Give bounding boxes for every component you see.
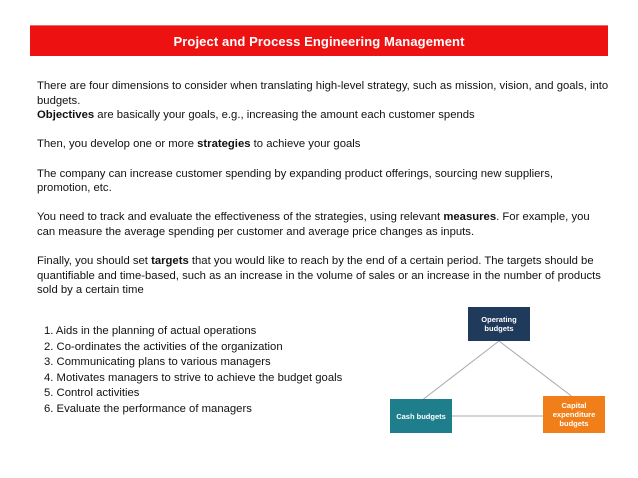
paragraph bbox=[37, 79, 609, 123]
paragraph-text: . For example, you can measure the average spending per customer and average price changes as inputs. bbox=[37, 211, 590, 238]
cash-budgets-box bbox=[390, 399, 452, 433]
paragraph-text: Then, you develop one or more bbox=[37, 138, 198, 151]
list-item: 4. Motivates managers to strive to achieve the budget goals bbox=[44, 371, 343, 384]
paragraph bbox=[37, 167, 609, 196]
paragraph bbox=[37, 137, 609, 152]
bold-term: strategies bbox=[197, 138, 251, 151]
paragraph-text: Finally, you should set bbox=[37, 255, 152, 268]
bold-term: targets bbox=[151, 255, 189, 268]
benefits-list bbox=[44, 324, 342, 417]
capital-expenditure-budgets-label: Capital expenditure budgets bbox=[552, 401, 596, 428]
list-item: 3. Communicating plans to various managers bbox=[44, 356, 271, 368]
paragraph-text: There are four dimensions to consider when translating high-level strategy, such as mission, vision, and goals, into budgets. bbox=[37, 80, 609, 107]
paragraph bbox=[37, 210, 609, 239]
paragraph-text: are basically your goals, e.g., increasing the amount each customer spends bbox=[94, 109, 475, 122]
cash-budgets-label: Cash budgets bbox=[396, 411, 446, 421]
bold-term: measures bbox=[443, 211, 497, 224]
bold-term: Objectives bbox=[37, 109, 95, 122]
capital-expenditure-budgets-box bbox=[543, 396, 605, 433]
paragraph-text: The company can increase customer spending by expanding product offerings, sourcing new suppliers, promotion, etc. bbox=[37, 167, 553, 195]
paragraph-text: that you would like to reach by the end of a certain period. The targets should be quantifiable and time-based, such as an increase in the volume of sales or an increase in the number of products sold by a certain time bbox=[37, 255, 601, 297]
list-item: 5. Control activities bbox=[44, 387, 140, 399]
connector-op-cash bbox=[421, 341, 499, 401]
body-text bbox=[37, 79, 609, 313]
list-item: 6. Evaluate the performance of managers bbox=[44, 402, 252, 415]
list-item: 2. Co-ordinates the activities of the organization bbox=[44, 340, 283, 353]
operating-budgets-box bbox=[468, 307, 530, 341]
paragraph-text: You need to track and evaluate the effectiveness of the strategies, using relevant bbox=[37, 211, 444, 224]
operating-budgets-label: Operating budgets bbox=[481, 315, 517, 333]
list-item: 1. Aids in the planning of actual operations bbox=[44, 325, 257, 337]
page-title: Project and Process Engineering Management bbox=[173, 33, 465, 49]
budget-diagram bbox=[380, 305, 612, 435]
paragraph-text: to achieve your goals bbox=[250, 138, 361, 151]
paragraph bbox=[37, 254, 609, 298]
title-banner bbox=[30, 25, 608, 56]
connector-op-capital bbox=[499, 341, 574, 398]
